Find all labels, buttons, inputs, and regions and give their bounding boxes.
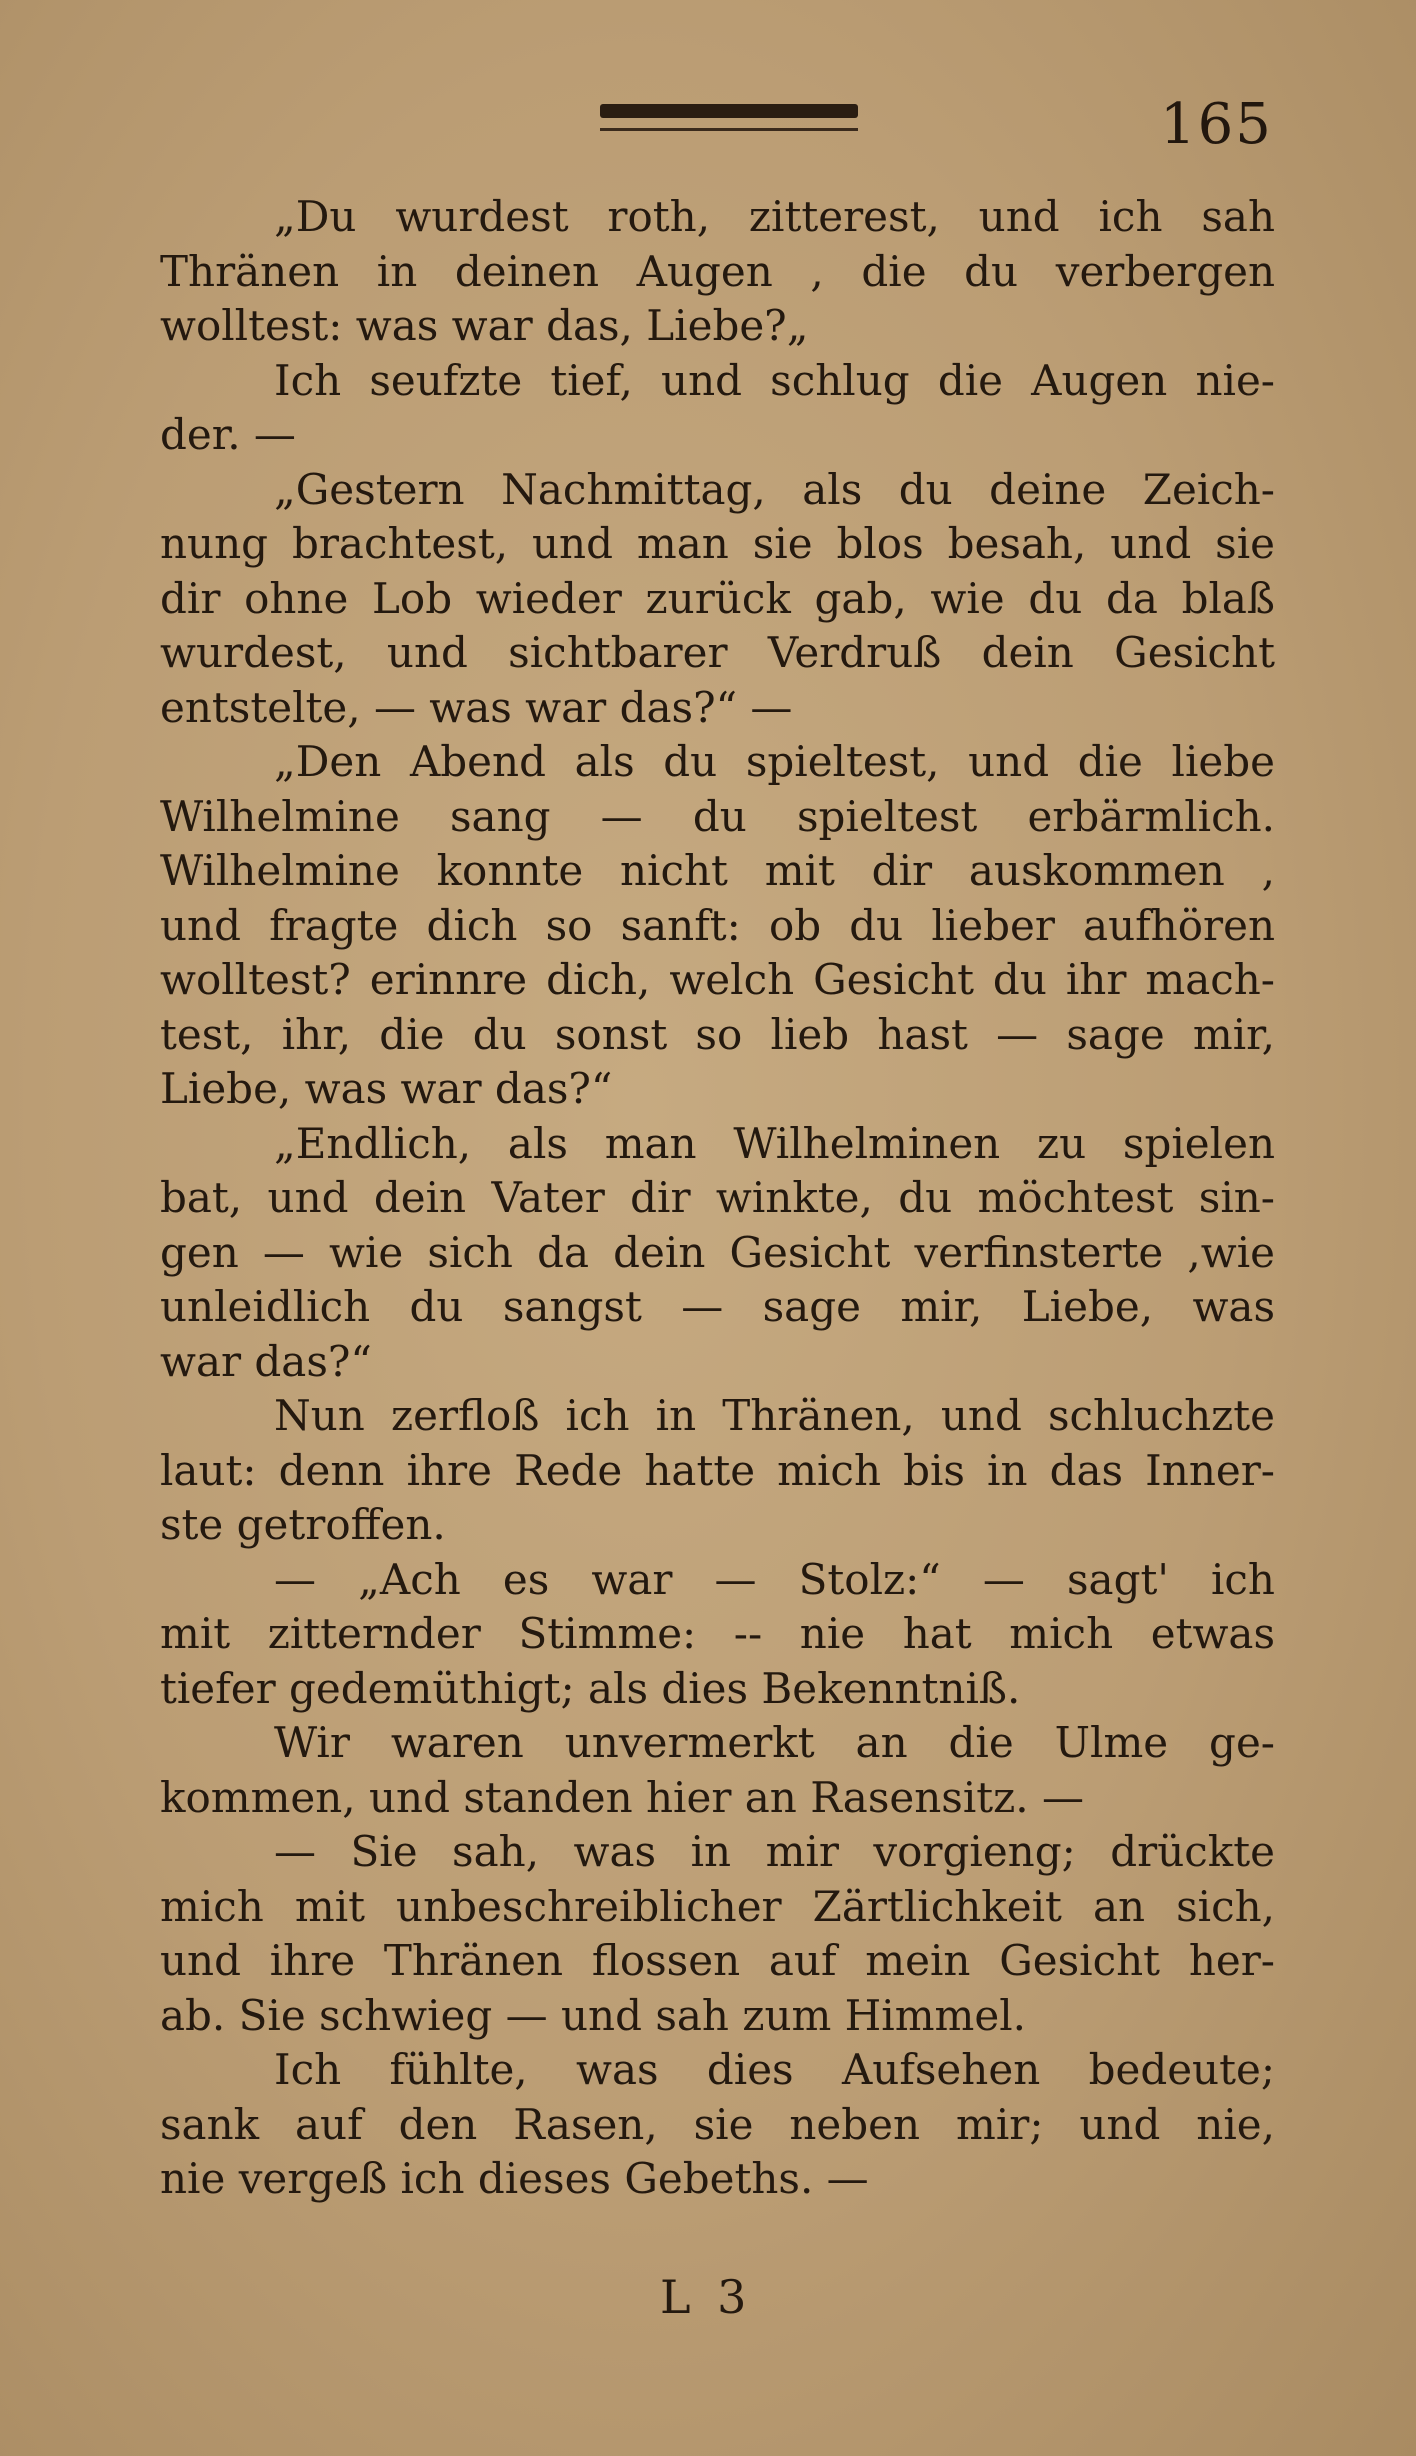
text-line: — „Ach es war — Stolz:“ — sagt' ich	[274, 1554, 1275, 1604]
text-line: Ich seufzte tief, und schlug die Augen nie-	[274, 355, 1275, 405]
text-line: war das?“	[160, 1336, 372, 1386]
text-line: Ich fühlte, was dies Aufsehen bedeute;	[274, 2045, 1275, 2094]
text-line: Thränen in deinen Augen , die du verbergen	[160, 246, 1275, 296]
text-line: „Den Abend als du spieltest, und die liebe	[274, 737, 1275, 786]
body-text	[160, 190, 1275, 2207]
text-line: gen — wie sich da dein Gesicht verfinsterte ,wie	[160, 1227, 1275, 1277]
text-line: „Du wurdest roth, zitterest, und ich sah	[274, 192, 1275, 241]
text-line: Liebe, was war das?“	[160, 1064, 613, 1113]
text-line: nie vergeß ich dieses Gebeths. —	[160, 2154, 869, 2203]
text-line: und fragte dich so sanft: ob du lieber aufhören	[160, 900, 1275, 950]
text-line: der. —	[160, 410, 296, 459]
text-line: wurdest, und sichtbarer Verdruß dein Gesicht	[160, 628, 1275, 677]
text-line: bat, und dein Vater dir winkte, du möchtest sin-	[160, 1173, 1275, 1222]
text-line: und ihre Thränen flossen auf mein Gesicht her-	[160, 1936, 1275, 1985]
text-line: sank auf den Rasen, sie neben mir; und nie,	[160, 2099, 1275, 2149]
text-line: wolltest? erinnre dich, welch Gesicht du ihr mach-	[160, 955, 1275, 1004]
signature-mark: L 3	[660, 2270, 753, 2324]
text-line: wolltest: was war das, Liebe?„	[160, 301, 809, 350]
text-line: ab. Sie schwieg — und sah zum Himmel.	[160, 1990, 1027, 2040]
text-line: „Gestern Nachmittag, als du deine Zeich-	[274, 464, 1275, 514]
text-line: tiefer gedemüthigt; als dies Bekenntniß.	[160, 1663, 1021, 1713]
text-line: Wilhelmine konnte nicht mit dir auskommen ,	[160, 846, 1275, 895]
text-line: kommen, und standen hier an Rasensitz. —	[160, 1772, 1084, 1822]
text-line: nung brachtest, und man sie blos besah, und sie	[160, 519, 1275, 568]
text-line: — Sie sah, was in mir vorgieng; drückte	[274, 1827, 1275, 1876]
text-line: unleidlich du sangst — sage mir, Liebe, was	[160, 1282, 1275, 1331]
header-ornament-rule	[600, 104, 858, 118]
text-line: dir ohne Lob wieder zurück gab, wie du da blaß	[160, 573, 1275, 623]
text-line: Nun zerfloß ich in Thränen, und schluchzte	[274, 1391, 1275, 1440]
text-line: entstelte, — was war das?“ —	[160, 682, 793, 732]
text-line: Wir waren unvermerkt an die Ulme ge-	[274, 1718, 1275, 1767]
page-number: 165	[1160, 92, 1273, 157]
header-thin-rule	[600, 128, 858, 131]
text-line: ste getroffen.	[160, 1500, 446, 1549]
text-line: laut: denn ihre Rede hatte mich bis in das Inner-	[160, 1445, 1275, 1495]
text-line: test, ihr, die du sonst so lieb hast — sage mir,	[160, 1009, 1275, 1059]
text-line: mit zitternder Stimme: -- nie hat mich etwas	[160, 1609, 1275, 1658]
text-line: mich mit unbeschreiblicher Zärtlichkeit an sich,	[160, 1881, 1275, 1931]
text-line: „Endlich, als man Wilhelminen zu spielen	[274, 1118, 1275, 1168]
text-line: Wilhelmine sang — du spieltest erbärmlich.	[160, 791, 1275, 841]
